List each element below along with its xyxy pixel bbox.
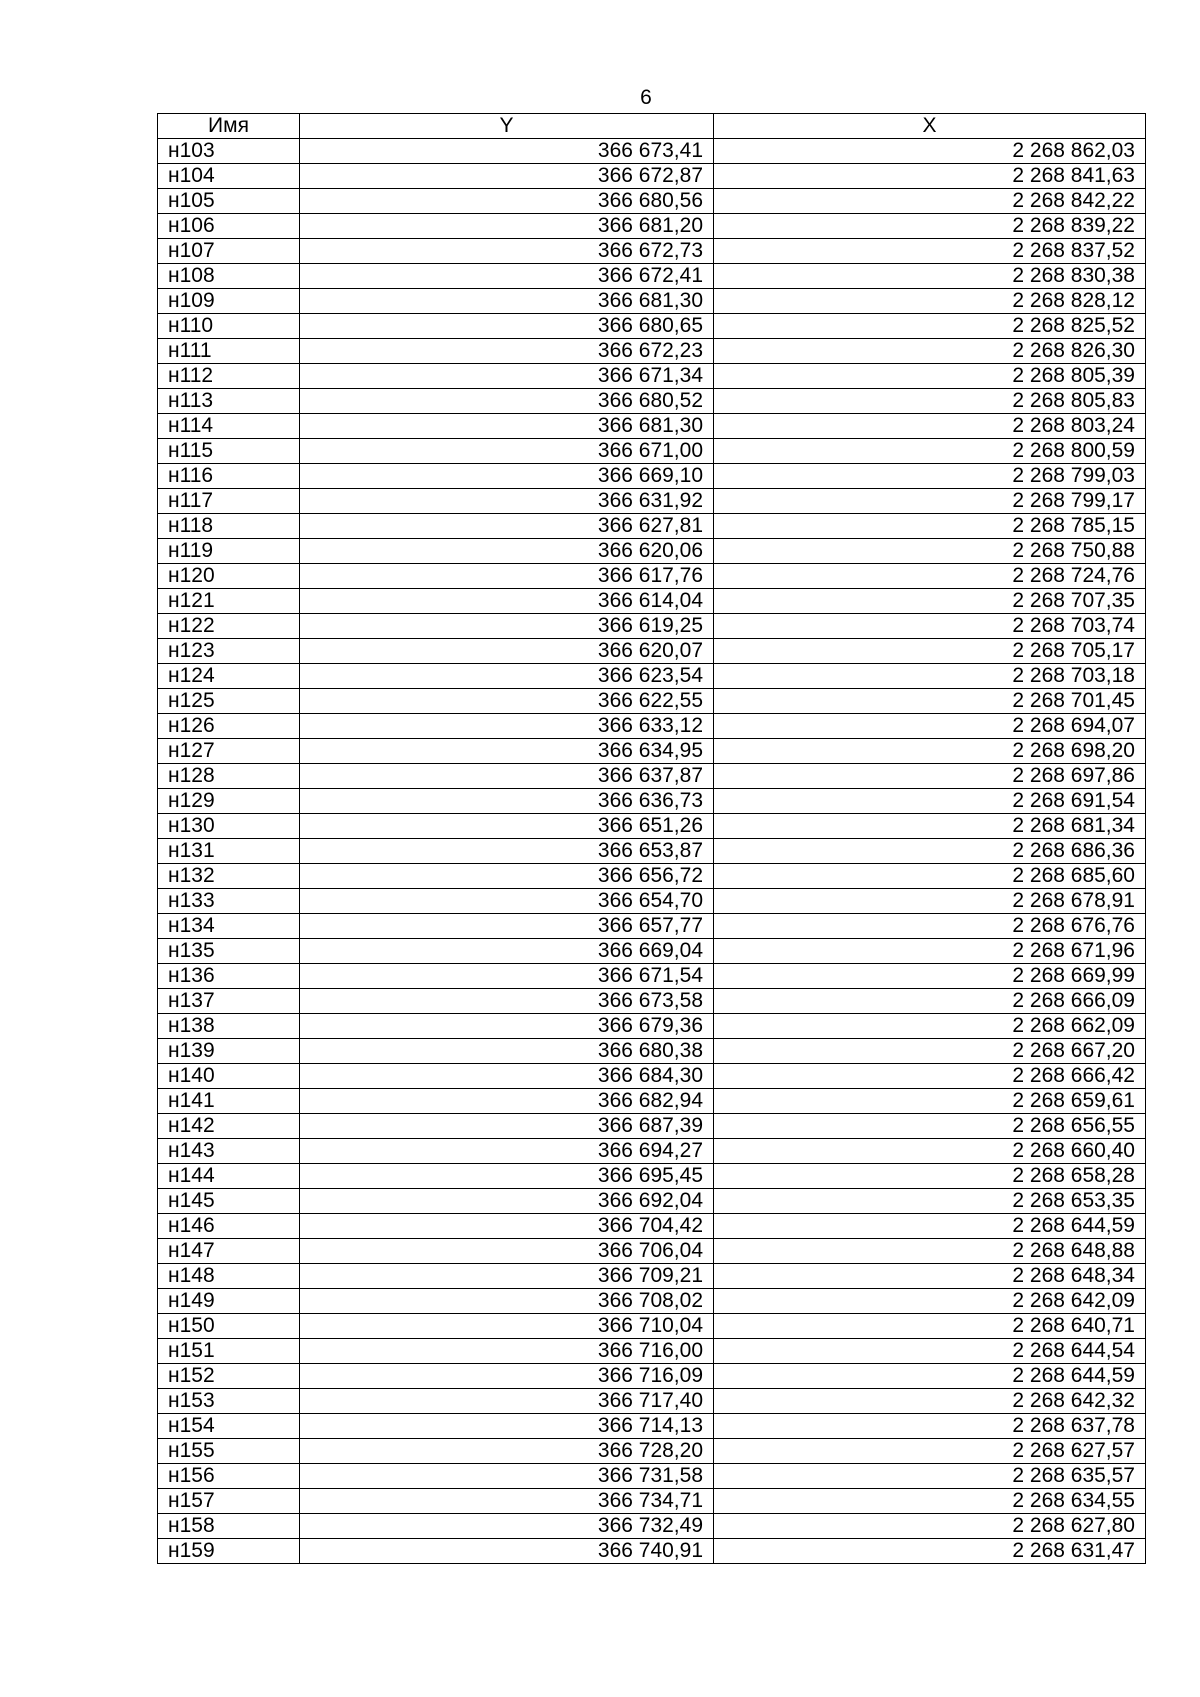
y-coordinate-cell: 366 653,87 bbox=[300, 839, 714, 864]
y-coordinate-cell: 366 622,55 bbox=[300, 689, 714, 714]
table-row bbox=[158, 439, 1146, 464]
x-coordinate-cell: 2 268 803,24 bbox=[714, 414, 1146, 439]
y-coordinate-cell: 366 680,56 bbox=[300, 189, 714, 214]
point-name-cell: н149 bbox=[158, 1289, 300, 1314]
x-coordinate-cell: 2 268 642,32 bbox=[714, 1389, 1146, 1414]
y-coordinate-cell: 366 633,12 bbox=[300, 714, 714, 739]
y-coordinate-cell: 366 732,49 bbox=[300, 1514, 714, 1539]
y-coordinate-cell: 366 654,70 bbox=[300, 889, 714, 914]
point-name-cell: н137 bbox=[158, 989, 300, 1014]
y-coordinate-cell: 366 716,00 bbox=[300, 1339, 714, 1364]
point-name-cell: н135 bbox=[158, 939, 300, 964]
y-coordinate-cell: 366 681,30 bbox=[300, 414, 714, 439]
table-row bbox=[158, 664, 1146, 689]
table-row bbox=[158, 1114, 1146, 1139]
x-coordinate-cell: 2 268 635,57 bbox=[714, 1464, 1146, 1489]
point-name-cell: н153 bbox=[158, 1389, 300, 1414]
x-coordinate-cell: 2 268 627,80 bbox=[714, 1514, 1146, 1539]
x-coordinate-cell: 2 268 799,17 bbox=[714, 489, 1146, 514]
table-row bbox=[158, 814, 1146, 839]
y-coordinate-cell: 366 714,13 bbox=[300, 1414, 714, 1439]
y-coordinate-cell: 366 684,30 bbox=[300, 1064, 714, 1089]
table-row bbox=[158, 289, 1146, 314]
point-name-cell: н109 bbox=[158, 289, 300, 314]
point-name-cell: н150 bbox=[158, 1314, 300, 1339]
y-coordinate-cell: 366 681,30 bbox=[300, 289, 714, 314]
table-row bbox=[158, 264, 1146, 289]
x-coordinate-cell: 2 268 805,83 bbox=[714, 389, 1146, 414]
table-row bbox=[158, 539, 1146, 564]
table-row bbox=[158, 1264, 1146, 1289]
x-coordinate-cell: 2 268 660,40 bbox=[714, 1139, 1146, 1164]
x-coordinate-cell: 2 268 785,15 bbox=[714, 514, 1146, 539]
page-number: 6 bbox=[640, 86, 652, 109]
y-coordinate-cell: 366 656,72 bbox=[300, 864, 714, 889]
table-row bbox=[158, 514, 1146, 539]
y-coordinate-cell: 366 717,40 bbox=[300, 1389, 714, 1414]
y-coordinate-cell: 366 710,04 bbox=[300, 1314, 714, 1339]
table-row bbox=[158, 139, 1146, 164]
table-row bbox=[158, 1239, 1146, 1264]
point-name-cell: н148 bbox=[158, 1264, 300, 1289]
table-row bbox=[158, 1214, 1146, 1239]
y-coordinate-cell: 366 680,52 bbox=[300, 389, 714, 414]
x-coordinate-cell: 2 268 800,59 bbox=[714, 439, 1146, 464]
x-coordinate-cell: 2 268 703,74 bbox=[714, 614, 1146, 639]
x-coordinate-cell: 2 268 666,42 bbox=[714, 1064, 1146, 1089]
point-name-cell: н119 bbox=[158, 539, 300, 564]
y-coordinate-cell: 366 672,23 bbox=[300, 339, 714, 364]
x-coordinate-cell: 2 268 685,60 bbox=[714, 864, 1146, 889]
x-coordinate-cell: 2 268 631,47 bbox=[714, 1539, 1146, 1564]
column-header-x: X bbox=[714, 114, 1146, 139]
table-row bbox=[158, 364, 1146, 389]
table-body bbox=[158, 139, 1146, 1564]
table-row bbox=[158, 414, 1146, 439]
point-name-cell: н107 bbox=[158, 239, 300, 264]
table-row bbox=[158, 839, 1146, 864]
point-name-cell: н152 bbox=[158, 1364, 300, 1389]
y-coordinate-cell: 366 679,36 bbox=[300, 1014, 714, 1039]
x-coordinate-cell: 2 268 637,78 bbox=[714, 1414, 1146, 1439]
table-row bbox=[158, 1539, 1146, 1564]
point-name-cell: н118 bbox=[158, 514, 300, 539]
point-name-cell: н128 bbox=[158, 764, 300, 789]
point-name-cell: н120 bbox=[158, 564, 300, 589]
table-row bbox=[158, 614, 1146, 639]
table-row bbox=[158, 464, 1146, 489]
table-row bbox=[158, 689, 1146, 714]
point-name-cell: н154 bbox=[158, 1414, 300, 1439]
table-row bbox=[158, 489, 1146, 514]
point-name-cell: н104 bbox=[158, 164, 300, 189]
x-coordinate-cell: 2 268 825,52 bbox=[714, 314, 1146, 339]
y-coordinate-cell: 366 695,45 bbox=[300, 1164, 714, 1189]
table-row bbox=[158, 214, 1146, 239]
x-coordinate-cell: 2 268 826,30 bbox=[714, 339, 1146, 364]
point-name-cell: н105 bbox=[158, 189, 300, 214]
y-coordinate-cell: 366 627,81 bbox=[300, 514, 714, 539]
table-row bbox=[158, 964, 1146, 989]
point-name-cell: н159 bbox=[158, 1539, 300, 1564]
x-coordinate-cell: 2 268 705,17 bbox=[714, 639, 1146, 664]
x-coordinate-cell: 2 268 681,34 bbox=[714, 814, 1146, 839]
column-header-name: Имя bbox=[158, 114, 300, 139]
table-row bbox=[158, 939, 1146, 964]
x-coordinate-cell: 2 268 828,12 bbox=[714, 289, 1146, 314]
y-coordinate-cell: 366 631,92 bbox=[300, 489, 714, 514]
point-name-cell: н125 bbox=[158, 689, 300, 714]
x-coordinate-cell: 2 268 669,99 bbox=[714, 964, 1146, 989]
table-row bbox=[158, 1339, 1146, 1364]
point-name-cell: н130 bbox=[158, 814, 300, 839]
x-coordinate-cell: 2 268 656,55 bbox=[714, 1114, 1146, 1139]
x-coordinate-cell: 2 268 640,71 bbox=[714, 1314, 1146, 1339]
table-row bbox=[158, 1014, 1146, 1039]
point-name-cell: н141 bbox=[158, 1089, 300, 1114]
y-coordinate-cell: 366 651,26 bbox=[300, 814, 714, 839]
y-coordinate-cell: 366 672,41 bbox=[300, 264, 714, 289]
point-name-cell: н144 bbox=[158, 1164, 300, 1189]
table-row bbox=[158, 789, 1146, 814]
y-coordinate-cell: 366 671,34 bbox=[300, 364, 714, 389]
table-row bbox=[158, 639, 1146, 664]
y-coordinate-cell: 366 669,10 bbox=[300, 464, 714, 489]
point-name-cell: н103 bbox=[158, 139, 300, 164]
column-header-y: Y bbox=[300, 114, 714, 139]
y-coordinate-cell: 366 687,39 bbox=[300, 1114, 714, 1139]
table-row bbox=[158, 564, 1146, 589]
point-name-cell: н116 bbox=[158, 464, 300, 489]
x-coordinate-cell: 2 268 697,86 bbox=[714, 764, 1146, 789]
x-coordinate-cell: 2 268 724,76 bbox=[714, 564, 1146, 589]
x-coordinate-cell: 2 268 839,22 bbox=[714, 214, 1146, 239]
table-row bbox=[158, 1189, 1146, 1214]
point-name-cell: н145 bbox=[158, 1189, 300, 1214]
point-name-cell: н158 bbox=[158, 1514, 300, 1539]
table-row bbox=[158, 1439, 1146, 1464]
y-coordinate-cell: 366 623,54 bbox=[300, 664, 714, 689]
x-coordinate-cell: 2 268 666,09 bbox=[714, 989, 1146, 1014]
point-name-cell: н133 bbox=[158, 889, 300, 914]
point-name-cell: н123 bbox=[158, 639, 300, 664]
y-coordinate-cell: 366 681,20 bbox=[300, 214, 714, 239]
table-row bbox=[158, 739, 1146, 764]
table-row bbox=[158, 764, 1146, 789]
point-name-cell: н136 bbox=[158, 964, 300, 989]
table-header-row bbox=[158, 114, 1146, 139]
point-name-cell: н155 bbox=[158, 1439, 300, 1464]
table-row bbox=[158, 1414, 1146, 1439]
x-coordinate-cell: 2 268 750,88 bbox=[714, 539, 1146, 564]
y-coordinate-cell: 366 634,95 bbox=[300, 739, 714, 764]
y-coordinate-cell: 366 680,38 bbox=[300, 1039, 714, 1064]
point-name-cell: н134 bbox=[158, 914, 300, 939]
point-name-cell: н156 bbox=[158, 1464, 300, 1489]
table-row bbox=[158, 989, 1146, 1014]
x-coordinate-cell: 2 268 830,38 bbox=[714, 264, 1146, 289]
point-name-cell: н142 bbox=[158, 1114, 300, 1139]
table-row bbox=[158, 1164, 1146, 1189]
point-name-cell: н122 bbox=[158, 614, 300, 639]
y-coordinate-cell: 366 716,09 bbox=[300, 1364, 714, 1389]
y-coordinate-cell: 366 673,58 bbox=[300, 989, 714, 1014]
table-row bbox=[158, 1039, 1146, 1064]
y-coordinate-cell: 366 669,04 bbox=[300, 939, 714, 964]
table-row bbox=[158, 1489, 1146, 1514]
x-coordinate-cell: 2 268 694,07 bbox=[714, 714, 1146, 739]
point-name-cell: н157 bbox=[158, 1489, 300, 1514]
table-row bbox=[158, 1314, 1146, 1339]
x-coordinate-cell: 2 268 648,88 bbox=[714, 1239, 1146, 1264]
y-coordinate-cell: 366 671,00 bbox=[300, 439, 714, 464]
point-name-cell: н115 bbox=[158, 439, 300, 464]
y-coordinate-cell: 366 671,54 bbox=[300, 964, 714, 989]
point-name-cell: н138 bbox=[158, 1014, 300, 1039]
x-coordinate-cell: 2 268 678,91 bbox=[714, 889, 1146, 914]
x-coordinate-cell: 2 268 644,54 bbox=[714, 1339, 1146, 1364]
table-row bbox=[158, 864, 1146, 889]
x-coordinate-cell: 2 268 644,59 bbox=[714, 1214, 1146, 1239]
point-name-cell: н140 bbox=[158, 1064, 300, 1089]
point-name-cell: н108 bbox=[158, 264, 300, 289]
x-coordinate-cell: 2 268 707,35 bbox=[714, 589, 1146, 614]
point-name-cell: н111 bbox=[158, 339, 300, 364]
point-name-cell: н112 bbox=[158, 364, 300, 389]
y-coordinate-cell: 366 617,76 bbox=[300, 564, 714, 589]
point-name-cell: н113 bbox=[158, 389, 300, 414]
y-coordinate-cell: 366 734,71 bbox=[300, 1489, 714, 1514]
coordinates-table bbox=[157, 113, 1146, 1564]
table-row bbox=[158, 314, 1146, 339]
x-coordinate-cell: 2 268 837,52 bbox=[714, 239, 1146, 264]
table-row bbox=[158, 1139, 1146, 1164]
y-coordinate-cell: 366 708,02 bbox=[300, 1289, 714, 1314]
x-coordinate-cell: 2 268 644,59 bbox=[714, 1364, 1146, 1389]
y-coordinate-cell: 366 672,87 bbox=[300, 164, 714, 189]
x-coordinate-cell: 2 268 648,34 bbox=[714, 1264, 1146, 1289]
point-name-cell: н110 bbox=[158, 314, 300, 339]
y-coordinate-cell: 366 740,91 bbox=[300, 1539, 714, 1564]
point-name-cell: н126 bbox=[158, 714, 300, 739]
x-coordinate-cell: 2 268 862,03 bbox=[714, 139, 1146, 164]
x-coordinate-cell: 2 268 691,54 bbox=[714, 789, 1146, 814]
point-name-cell: н129 bbox=[158, 789, 300, 814]
table-row bbox=[158, 1389, 1146, 1414]
x-coordinate-cell: 2 268 799,03 bbox=[714, 464, 1146, 489]
y-coordinate-cell: 366 614,04 bbox=[300, 589, 714, 614]
y-coordinate-cell: 366 657,77 bbox=[300, 914, 714, 939]
x-coordinate-cell: 2 268 653,35 bbox=[714, 1189, 1146, 1214]
point-name-cell: н117 bbox=[158, 489, 300, 514]
x-coordinate-cell: 2 268 686,36 bbox=[714, 839, 1146, 864]
x-coordinate-cell: 2 268 667,20 bbox=[714, 1039, 1146, 1064]
y-coordinate-cell: 366 709,21 bbox=[300, 1264, 714, 1289]
table-row bbox=[158, 1514, 1146, 1539]
x-coordinate-cell: 2 268 805,39 bbox=[714, 364, 1146, 389]
y-coordinate-cell: 366 637,87 bbox=[300, 764, 714, 789]
point-name-cell: н146 bbox=[158, 1214, 300, 1239]
table-row bbox=[158, 714, 1146, 739]
table-row bbox=[158, 914, 1146, 939]
y-coordinate-cell: 366 692,04 bbox=[300, 1189, 714, 1214]
table-row bbox=[158, 1289, 1146, 1314]
x-coordinate-cell: 2 268 698,20 bbox=[714, 739, 1146, 764]
point-name-cell: н121 bbox=[158, 589, 300, 614]
point-name-cell: н114 bbox=[158, 414, 300, 439]
table-row bbox=[158, 239, 1146, 264]
y-coordinate-cell: 366 672,73 bbox=[300, 239, 714, 264]
x-coordinate-cell: 2 268 634,55 bbox=[714, 1489, 1146, 1514]
table-row bbox=[158, 589, 1146, 614]
table-row bbox=[158, 1089, 1146, 1114]
table-row bbox=[158, 164, 1146, 189]
table-row bbox=[158, 1064, 1146, 1089]
x-coordinate-cell: 2 268 671,96 bbox=[714, 939, 1146, 964]
x-coordinate-cell: 2 268 659,61 bbox=[714, 1089, 1146, 1114]
x-coordinate-cell: 2 268 642,09 bbox=[714, 1289, 1146, 1314]
x-coordinate-cell: 2 268 841,63 bbox=[714, 164, 1146, 189]
table-row bbox=[158, 389, 1146, 414]
x-coordinate-cell: 2 268 842,22 bbox=[714, 189, 1146, 214]
y-coordinate-cell: 366 619,25 bbox=[300, 614, 714, 639]
point-name-cell: н106 bbox=[158, 214, 300, 239]
table-row bbox=[158, 889, 1146, 914]
table-row bbox=[158, 339, 1146, 364]
point-name-cell: н127 bbox=[158, 739, 300, 764]
x-coordinate-cell: 2 268 662,09 bbox=[714, 1014, 1146, 1039]
y-coordinate-cell: 366 706,04 bbox=[300, 1239, 714, 1264]
x-coordinate-cell: 2 268 701,45 bbox=[714, 689, 1146, 714]
point-name-cell: н151 bbox=[158, 1339, 300, 1364]
y-coordinate-cell: 366 680,65 bbox=[300, 314, 714, 339]
y-coordinate-cell: 366 694,27 bbox=[300, 1139, 714, 1164]
point-name-cell: н147 bbox=[158, 1239, 300, 1264]
table-row bbox=[158, 1464, 1146, 1489]
y-coordinate-cell: 366 620,07 bbox=[300, 639, 714, 664]
point-name-cell: н131 bbox=[158, 839, 300, 864]
point-name-cell: н139 bbox=[158, 1039, 300, 1064]
point-name-cell: н124 bbox=[158, 664, 300, 689]
table-row bbox=[158, 189, 1146, 214]
y-coordinate-cell: 366 636,73 bbox=[300, 789, 714, 814]
y-coordinate-cell: 366 673,41 bbox=[300, 139, 714, 164]
point-name-cell: н143 bbox=[158, 1139, 300, 1164]
point-name-cell: н132 bbox=[158, 864, 300, 889]
y-coordinate-cell: 366 704,42 bbox=[300, 1214, 714, 1239]
x-coordinate-cell: 2 268 658,28 bbox=[714, 1164, 1146, 1189]
y-coordinate-cell: 366 728,20 bbox=[300, 1439, 714, 1464]
y-coordinate-cell: 366 731,58 bbox=[300, 1464, 714, 1489]
x-coordinate-cell: 2 268 703,18 bbox=[714, 664, 1146, 689]
table-row bbox=[158, 1364, 1146, 1389]
x-coordinate-cell: 2 268 627,57 bbox=[714, 1439, 1146, 1464]
y-coordinate-cell: 366 682,94 bbox=[300, 1089, 714, 1114]
y-coordinate-cell: 366 620,06 bbox=[300, 539, 714, 564]
x-coordinate-cell: 2 268 676,76 bbox=[714, 914, 1146, 939]
